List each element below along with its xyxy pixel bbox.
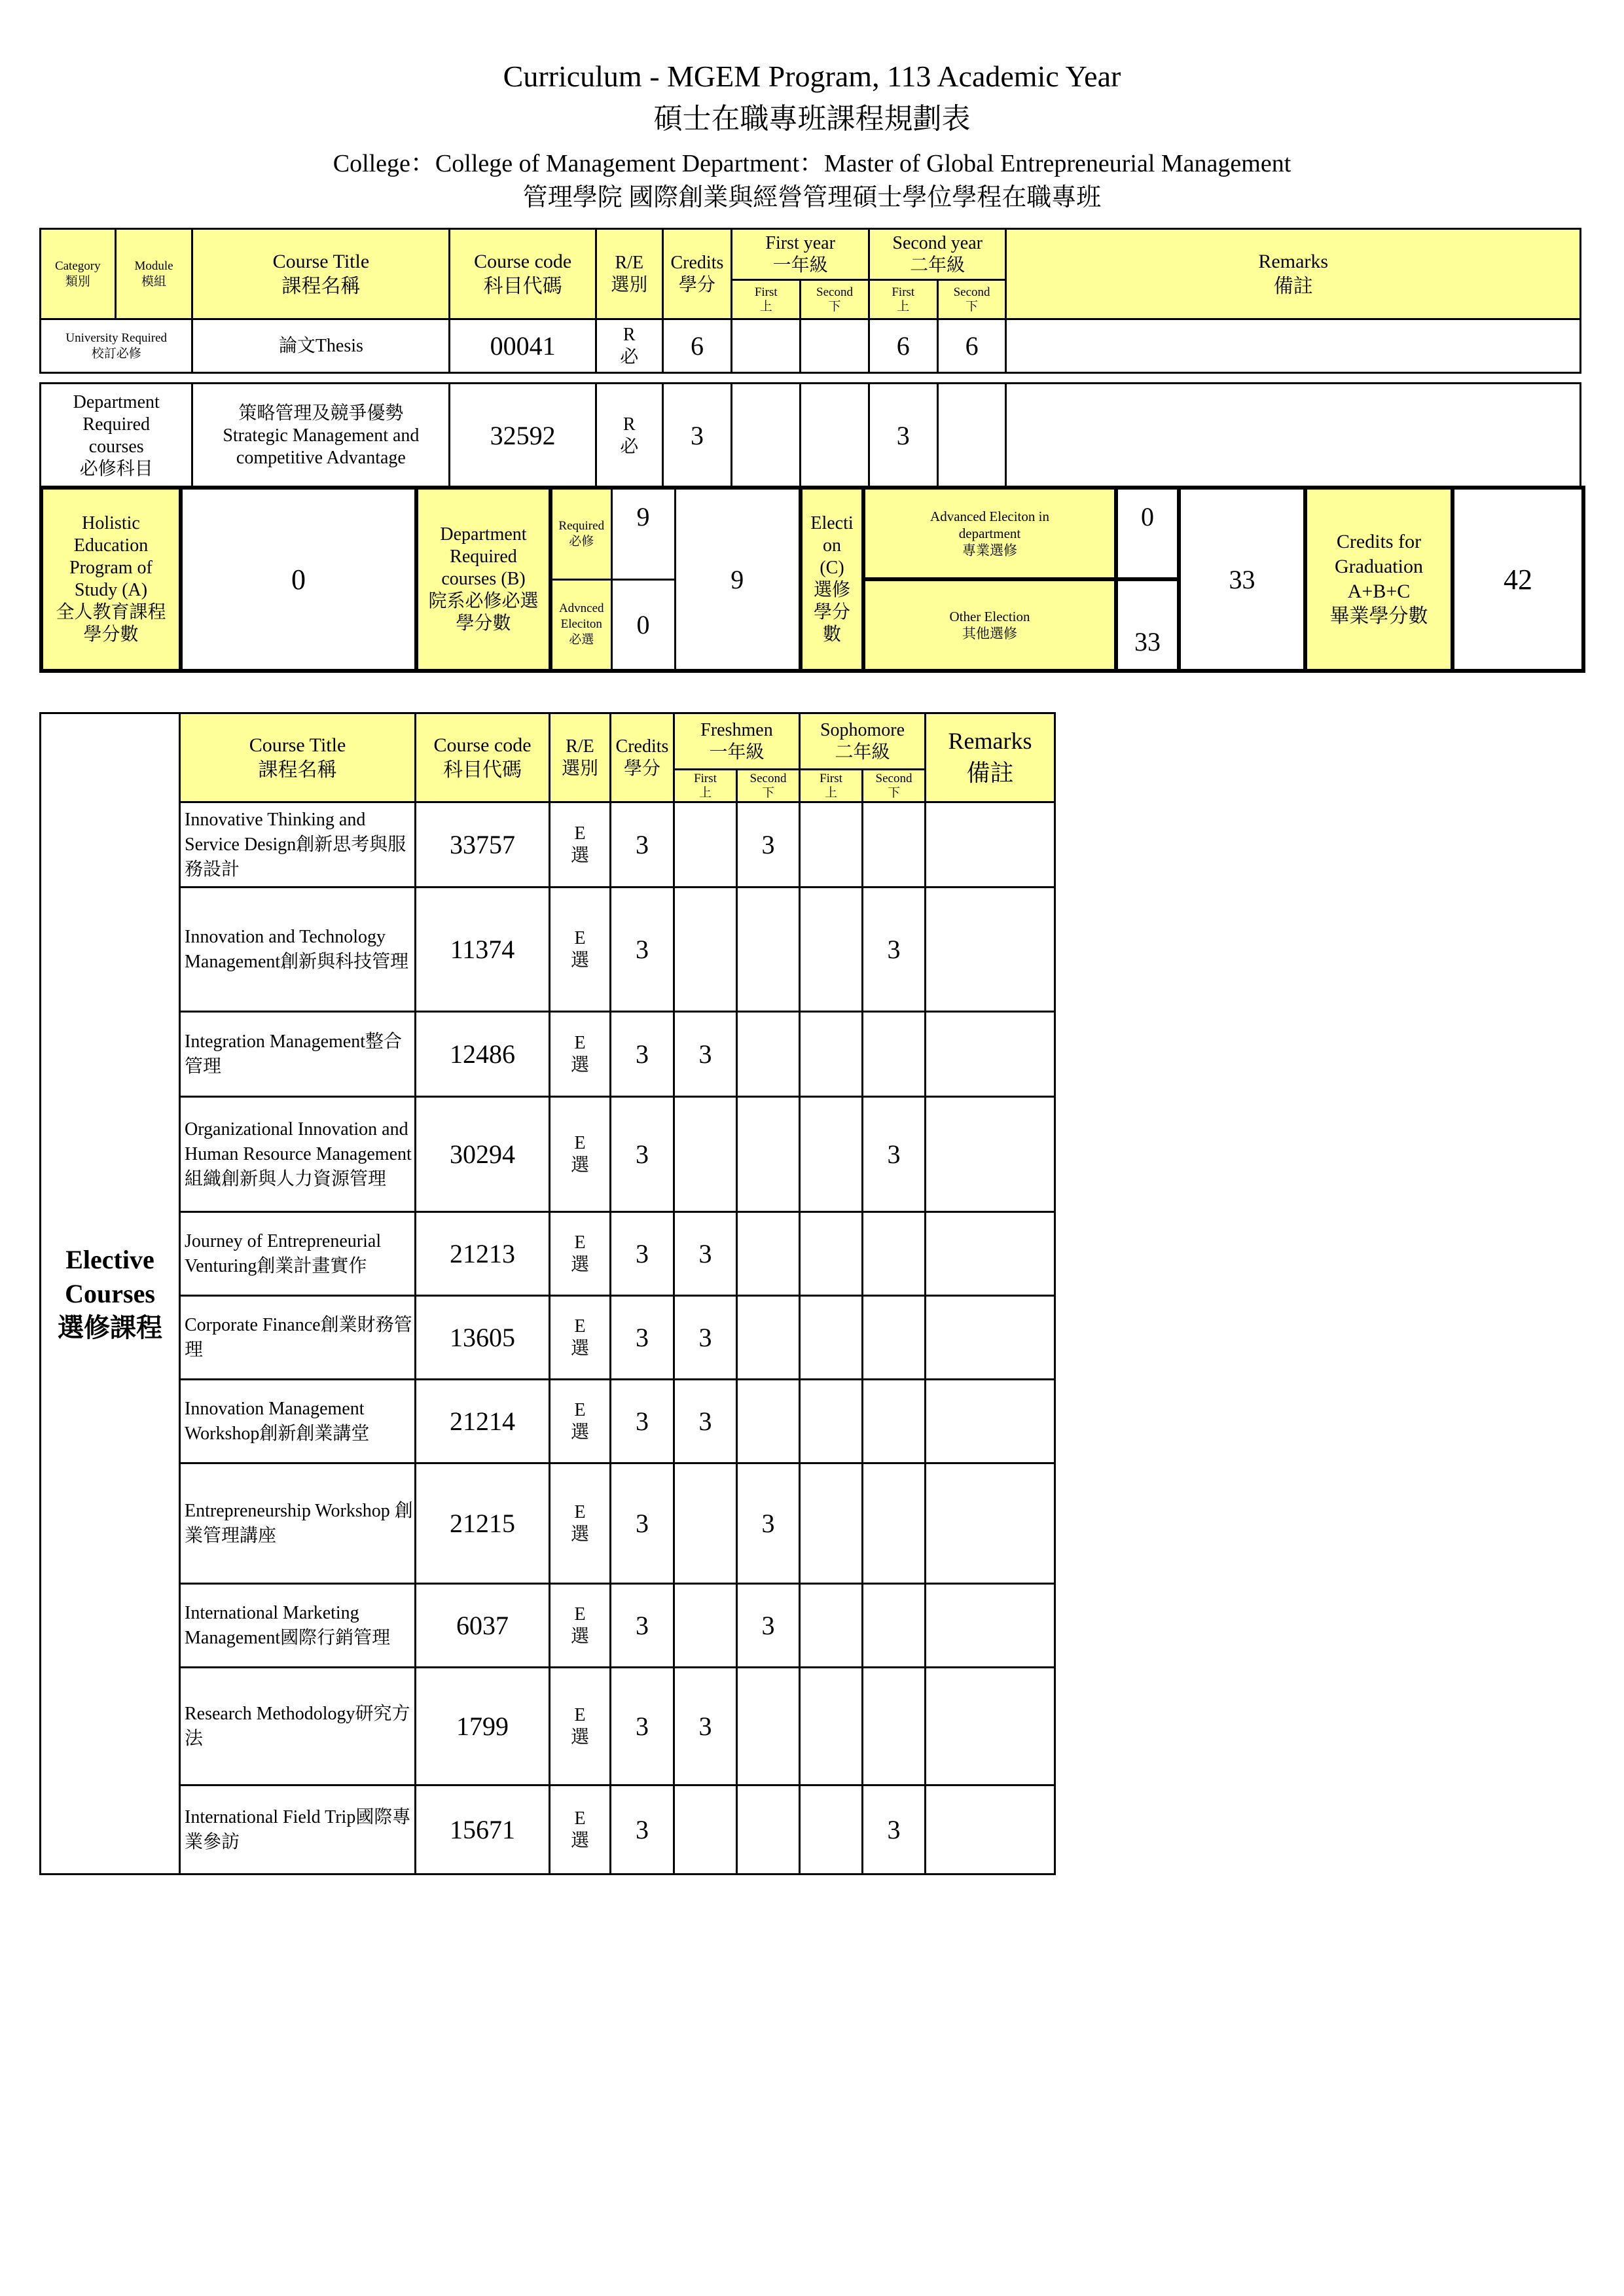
course-title: International Marketing Management國際行銷管理 xyxy=(180,1584,416,1668)
course-code: 15671 xyxy=(416,1785,550,1874)
remarks xyxy=(926,1097,1055,1212)
graduation-label: Credits for Graduation A+B+C 畢業學分數 xyxy=(1305,488,1453,671)
remarks xyxy=(926,1380,1055,1463)
header-y2-first: First 上 xyxy=(800,770,863,802)
course-title: Innovative Thinking and Service Design創新思考與服務設計 xyxy=(180,802,416,888)
course-credits: 3 xyxy=(611,1668,674,1785)
y1-second xyxy=(737,888,800,1012)
remarks xyxy=(926,802,1055,888)
y2-second xyxy=(863,1668,926,1785)
y2-second: 3 xyxy=(863,888,926,1012)
header-remarks: Remarks 備註 xyxy=(1006,229,1581,319)
table-row xyxy=(41,1012,1055,1097)
course-re: E 選 xyxy=(550,1296,611,1380)
course-title: Journey of Entrepreneurial Venturing創業計畫實作 xyxy=(180,1212,416,1296)
header-remarks: Remarks 備註 xyxy=(926,713,1055,802)
course-credits: 3 xyxy=(611,1212,674,1296)
y1-first: 3 xyxy=(674,1380,737,1463)
remarks xyxy=(926,1785,1055,1874)
y2-second xyxy=(863,802,926,888)
title-en: Curriculum - MGEM Program, 113 Academic Year xyxy=(503,60,1121,93)
y1-first xyxy=(674,1097,737,1212)
header-y2-second: Second 下 xyxy=(863,770,926,802)
y2-first xyxy=(800,1097,863,1212)
y2-second xyxy=(863,1296,926,1380)
course-credits: 6 xyxy=(662,319,732,373)
y2-first xyxy=(800,1584,863,1668)
table-row xyxy=(41,1380,1055,1463)
course-code: 6037 xyxy=(416,1584,550,1668)
cat-department-required: Department Required courses 必修科目 xyxy=(41,384,192,488)
header-re: R/E 選別 xyxy=(550,713,611,802)
remarks xyxy=(1006,384,1581,488)
y1-second xyxy=(801,319,869,373)
remarks xyxy=(1006,319,1581,373)
y2-second: 3 xyxy=(863,1097,926,1212)
course-title: Entrepreneurship Workshop 創業管理講座 xyxy=(180,1463,416,1584)
course-title: Integration Management整合管理 xyxy=(180,1012,416,1097)
y2-first xyxy=(800,1785,863,1874)
header-module: Module 模組 xyxy=(115,229,192,319)
course-re: E 選 xyxy=(550,1668,611,1785)
table-row xyxy=(41,1668,1055,1785)
y1-first xyxy=(732,319,801,373)
other-election-value: 33 xyxy=(1116,579,1179,671)
header-y1-second: Second 下 xyxy=(737,770,800,802)
course-credits: 3 xyxy=(611,1012,674,1097)
y1-first xyxy=(732,384,801,488)
course-re: E 選 xyxy=(550,888,611,1012)
y2-first xyxy=(800,1212,863,1296)
y2-second xyxy=(863,1380,926,1463)
remarks xyxy=(926,1296,1055,1380)
y2-first xyxy=(800,1012,863,1097)
course-title: Research Methodology研究方法 xyxy=(180,1668,416,1785)
course-re: R 必 xyxy=(596,319,662,373)
course-credits: 3 xyxy=(611,1785,674,1874)
course-credits: 3 xyxy=(611,1584,674,1668)
y2-second xyxy=(863,1463,926,1584)
table-row xyxy=(41,1212,1055,1296)
header-y2-second: Second 下 xyxy=(937,280,1006,319)
course-code: 21215 xyxy=(416,1463,550,1584)
y2-first xyxy=(800,802,863,888)
header-course-title: Course Title 課程名稱 xyxy=(192,229,450,319)
table-row xyxy=(41,1097,1055,1212)
course-credits: 3 xyxy=(611,1463,674,1584)
header-y1-second: Second 下 xyxy=(801,280,869,319)
y1-first: 3 xyxy=(674,1296,737,1380)
course-re: R 必 xyxy=(596,384,662,488)
course-code: 00041 xyxy=(450,319,596,373)
y1-second xyxy=(737,1380,800,1463)
course-code: 12486 xyxy=(416,1012,550,1097)
remarks xyxy=(926,1668,1055,1785)
y1-second xyxy=(737,1785,800,1874)
y1-first xyxy=(674,802,737,888)
header-credits: Credits 學分 xyxy=(611,713,674,802)
required-value: 9 xyxy=(611,488,675,579)
curriculum-table-elective xyxy=(39,712,1056,1875)
election-label: Electi on (C) 選修 學分 數 xyxy=(801,488,863,671)
course-re: E 選 xyxy=(550,1785,611,1874)
table-row xyxy=(41,888,1055,1012)
y2-second xyxy=(863,1012,926,1097)
adv-dept-label: Advanced Eleciton in department 專業選修 xyxy=(863,488,1116,579)
course-re: E 選 xyxy=(550,802,611,888)
remarks xyxy=(926,1584,1055,1668)
y2-second xyxy=(937,384,1006,488)
course-re: E 選 xyxy=(550,1012,611,1097)
y1-first xyxy=(674,1584,737,1668)
header-first-year: First year 一年級 xyxy=(732,229,869,280)
course-code: 32592 xyxy=(450,384,596,488)
header-y2-first: First 上 xyxy=(869,280,937,319)
y2-first xyxy=(800,1668,863,1785)
title-zh: 碩士在職專班課程規劃表 xyxy=(653,103,971,135)
remarks xyxy=(926,1212,1055,1296)
y2-first xyxy=(800,1296,863,1380)
y1-second xyxy=(737,1212,800,1296)
y2-first xyxy=(800,888,863,1012)
course-code: 21213 xyxy=(416,1212,550,1296)
college-line: College：College of Management Department：Master of Global Entrepreneurial Management xyxy=(333,150,1291,177)
table-row xyxy=(41,1296,1055,1380)
header-re: R/E 選別 xyxy=(596,229,662,319)
y2-first xyxy=(800,1380,863,1463)
advanced-value: 0 xyxy=(611,579,675,671)
y2-first: 3 xyxy=(869,384,937,488)
header-freshmen: Freshmen 一年級 xyxy=(674,713,800,770)
y2-second xyxy=(863,1212,926,1296)
y1-first xyxy=(674,1463,737,1584)
course-title: Corporate Finance創業財務管理 xyxy=(180,1296,416,1380)
advanced-label: Advnced Eleciton 必選 xyxy=(550,579,611,671)
row-university-required xyxy=(41,319,1581,373)
course-code: 30294 xyxy=(416,1097,550,1212)
course-title: International Field Trip國際專業參訪 xyxy=(180,1785,416,1874)
header-y1-first: First 上 xyxy=(732,280,801,319)
y1-first xyxy=(674,1785,737,1874)
y2-first: 6 xyxy=(869,319,937,373)
course-code: 21214 xyxy=(416,1380,550,1463)
course-code: 33757 xyxy=(416,802,550,888)
document-header xyxy=(0,58,1624,213)
header-course-code: Course code 科目代碼 xyxy=(416,713,550,802)
header-sophomore: Sophomore 二年級 xyxy=(800,713,926,770)
y1-second xyxy=(737,1668,800,1785)
course-code: 11374 xyxy=(416,888,550,1012)
other-election-label: Other Election 其他選修 xyxy=(863,579,1116,671)
course-credits: 3 xyxy=(611,802,674,888)
dept-required-label: Department Required courses (B) 院系必修必選 學分數 xyxy=(416,488,550,671)
table-row xyxy=(41,1584,1055,1668)
table-row xyxy=(41,1463,1055,1584)
remarks xyxy=(926,1012,1055,1097)
y1-second: 3 xyxy=(737,802,800,888)
course-code: 13605 xyxy=(416,1296,550,1380)
y1-second xyxy=(801,384,869,488)
adv-dept-value: 0 xyxy=(1116,488,1179,579)
holistic-label: Holistic Education Program of Study (A) 全人教育課程 學分數 xyxy=(41,488,181,671)
course-title: Innovation Management Workshop創新創業講堂 xyxy=(180,1380,416,1463)
college-zh: 管理學院 國際創業與經營管理碩士學位學程在職專班 xyxy=(522,184,1102,211)
header-second-year: Second year 二年級 xyxy=(869,229,1006,280)
header-credits: Credits 學分 xyxy=(662,229,732,319)
course-credits: 3 xyxy=(662,384,732,488)
elective-header-row-1 xyxy=(41,713,1055,770)
course-credits: 3 xyxy=(611,1097,674,1212)
credits-summary xyxy=(39,486,1585,673)
spacer-row xyxy=(41,373,1581,384)
row-department-required xyxy=(41,384,1581,488)
y2-second xyxy=(863,1584,926,1668)
remarks xyxy=(926,888,1055,1012)
y1-first xyxy=(674,888,737,1012)
course-title: Organizational Innovation and Human Resource Management組織創新與人力資源管理 xyxy=(180,1097,416,1212)
y2-second: 3 xyxy=(863,1785,926,1874)
course-code: 1799 xyxy=(416,1668,550,1785)
course-title: 論文Thesis xyxy=(192,319,450,373)
y1-second xyxy=(737,1012,800,1097)
y1-first: 3 xyxy=(674,1212,737,1296)
course-re: E 選 xyxy=(550,1584,611,1668)
course-re: E 選 xyxy=(550,1380,611,1463)
course-re: E 選 xyxy=(550,1097,611,1212)
cat-university-required: University Required 校訂必修 xyxy=(41,319,192,373)
course-title: Innovation and Technology Management創新與科技管理 xyxy=(180,888,416,1012)
course-credits: 3 xyxy=(611,888,674,1012)
table-row xyxy=(41,1785,1055,1874)
y1-first: 3 xyxy=(674,1012,737,1097)
curriculum-table-required xyxy=(39,228,1581,489)
y1-second: 3 xyxy=(737,1463,800,1584)
elective-category: Elective Courses 選修課程 xyxy=(41,713,180,1874)
y2-first xyxy=(800,1463,863,1584)
course-credits: 3 xyxy=(611,1296,674,1380)
course-re: E 選 xyxy=(550,1463,611,1584)
y1-second xyxy=(737,1296,800,1380)
header-category: Category 類別 xyxy=(41,229,116,319)
graduation-value: 42 xyxy=(1453,488,1583,671)
course-credits: 3 xyxy=(611,1380,674,1463)
y2-second: 6 xyxy=(937,319,1006,373)
header-course-code: Course code 科目代碼 xyxy=(450,229,596,319)
header-row-1 xyxy=(41,229,1581,280)
b-total: 9 xyxy=(675,488,801,671)
course-title: 策略管理及競爭優勢 Strategic Management and competitive Advantage xyxy=(192,384,450,488)
y1-first: 3 xyxy=(674,1668,737,1785)
y1-second: 3 xyxy=(737,1584,800,1668)
header-course-title: Course Title 課程名稱 xyxy=(180,713,416,802)
y1-second xyxy=(737,1097,800,1212)
header-y1-first: First 上 xyxy=(674,770,737,802)
remarks xyxy=(926,1463,1055,1584)
c-total: 33 xyxy=(1179,488,1305,671)
holistic-value: 0 xyxy=(181,488,416,671)
required-label: Required 必修 xyxy=(550,488,611,579)
table-row xyxy=(41,802,1055,888)
course-re: E 選 xyxy=(550,1212,611,1296)
